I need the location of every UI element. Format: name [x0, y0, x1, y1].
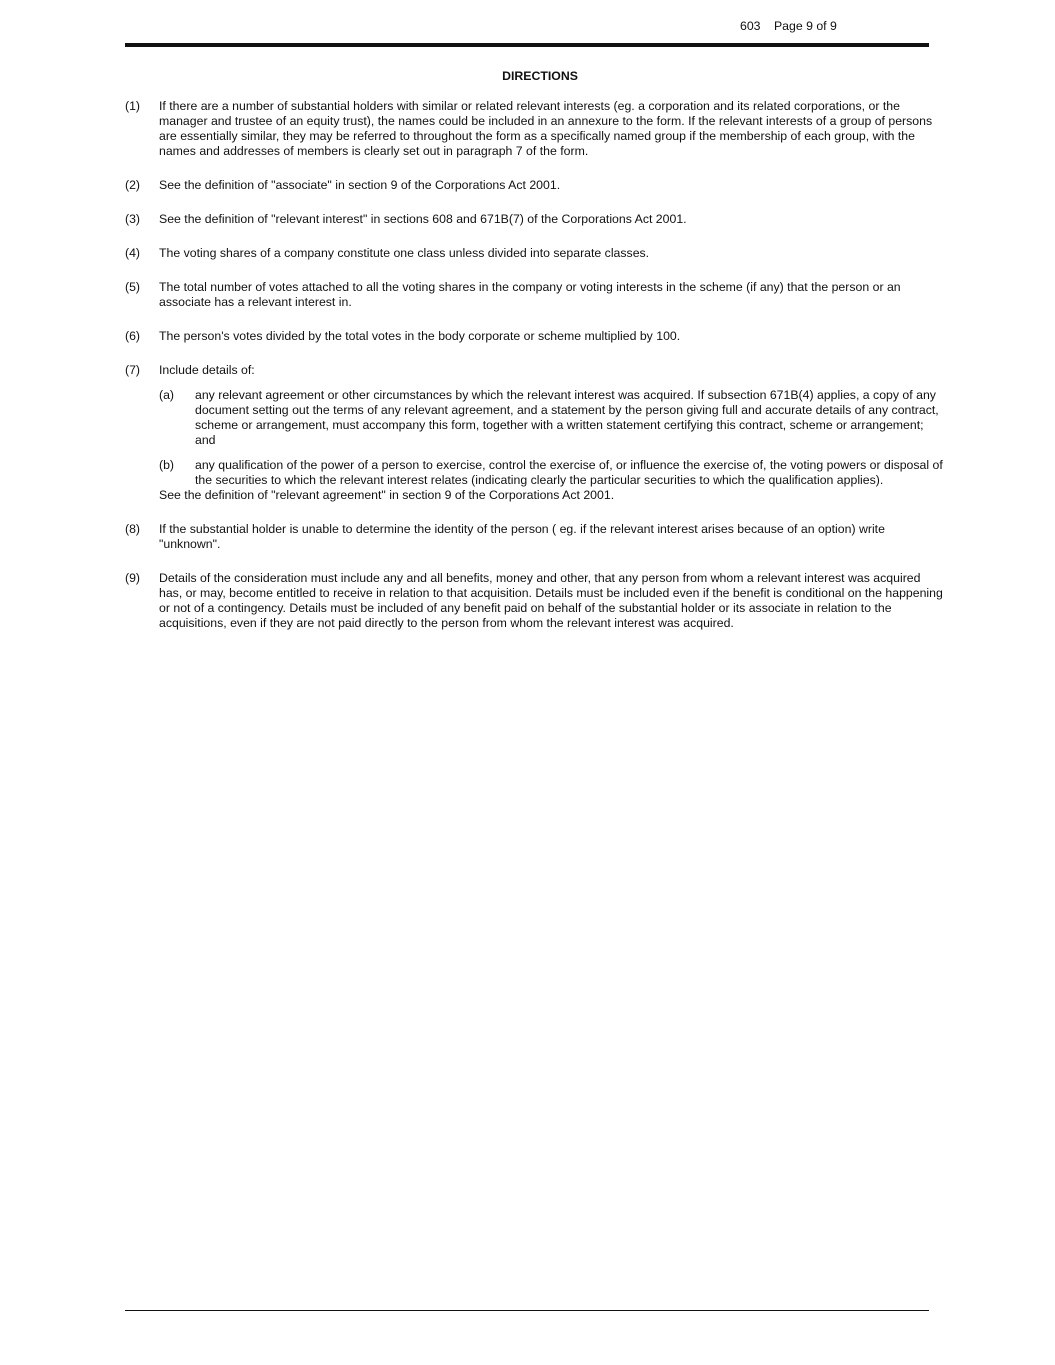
- directions-list: [125, 99, 945, 650]
- direction-item-3: [125, 212, 945, 227]
- direction-text: If there are a number of substantial holders with similar or related relevant interests (eg. a corporation and its related corporations, or the manager and trustee of an equity trust), the names could be included in an annexure to the form. If the relevant interests of a group of persons are essentially similar, they may be referred to throughout the form as a specifically named group if the membership of each group, with the names and addresses of members is clearly set out in paragraph 7 of the form.: [159, 99, 933, 158]
- header-divider: [125, 43, 929, 47]
- direction-item-6: [125, 329, 945, 344]
- direction-item-4: [125, 246, 945, 261]
- subitem-text: any relevant agreement or other circumstances by which the relevant interest was acquired. If subsection 671B(4) applies, a copy of any document setting out the terms of any relevant agreement, and a statement by the person giving full and accurate details of any contract, scheme or arrangement, must accompany this form, together with a written statement certifying this contract, scheme or arrangement; and: [195, 388, 939, 447]
- direction-text: If the substantial holder is unable to determine the identity of the person ( eg. if the relevant interest arises because of an option) write "unknown".: [159, 522, 885, 551]
- footer-divider: [125, 1310, 929, 1311]
- page-number: Page 9 of 9: [773, 19, 837, 33]
- direction-item-8: [125, 522, 945, 552]
- direction-item-5: [125, 280, 945, 310]
- direction-text: Include details of:: [159, 363, 255, 377]
- direction-number: (9): [125, 571, 141, 585]
- direction-text: See the definition of "relevant interest" in sections 608 and 671B(7) of the Corporations Act 2001.: [159, 212, 687, 226]
- direction-number: (7): [125, 363, 141, 377]
- direction-subitem-b: [159, 458, 945, 488]
- direction-number: (4): [125, 246, 141, 260]
- direction-number: (8): [125, 522, 141, 536]
- direction-item-7: [125, 363, 945, 503]
- direction-item-9: [125, 571, 945, 631]
- direction-text: The person's votes divided by the total votes in the body corporate or scheme multiplied by 100.: [159, 329, 681, 343]
- page-header: [740, 19, 837, 34]
- direction-text: See the definition of "associate" in section 9 of the Corporations Act 2001.: [159, 178, 561, 192]
- subitem-letter: (b): [159, 458, 175, 472]
- subitem-letter: (a): [159, 388, 175, 402]
- direction-note: See the definition of "relevant agreement" in section 9 of the Corporations Act 2001.: [159, 488, 615, 502]
- direction-text: The voting shares of a company constitute one class unless divided into separate classes.: [159, 246, 650, 260]
- direction-number: (3): [125, 212, 141, 226]
- direction-text: Details of the consideration must include any and all benefits, money and other, that any person from whom a relevant interest was acquired has, or may, become entitled to receive in relation to that acquisition. Details must be included even if the benefit is conditional on the happening or not of a contingency. Details must be included of any benefit paid on behalf of the substantial holder or its associate in relation to the acquisitions, even if they are not paid directly to the person from whom the relevant interest was acquired.: [159, 571, 943, 630]
- subitem-text: any qualification of the power of a person to exercise, control the exercise of, or influence the exercise of, the voting powers or disposal of the securities to which the relevant interest relates (indicating clearly the particular securities to which the qualification applies).: [195, 458, 943, 487]
- direction-number: (6): [125, 329, 141, 343]
- direction-text: The total number of votes attached to all the voting shares in the company or voting interests in the scheme (if any) that the person or an associate has a relevant interest in.: [159, 280, 901, 309]
- direction-item-1: [125, 99, 945, 159]
- form-number: 603: [740, 19, 761, 33]
- direction-item-2: [125, 178, 945, 193]
- direction-number: (1): [125, 99, 141, 113]
- direction-subitem-a: [159, 388, 945, 448]
- direction-number: (5): [125, 280, 141, 294]
- section-title: DIRECTIONS: [502, 69, 578, 83]
- direction-number: (2): [125, 178, 141, 192]
